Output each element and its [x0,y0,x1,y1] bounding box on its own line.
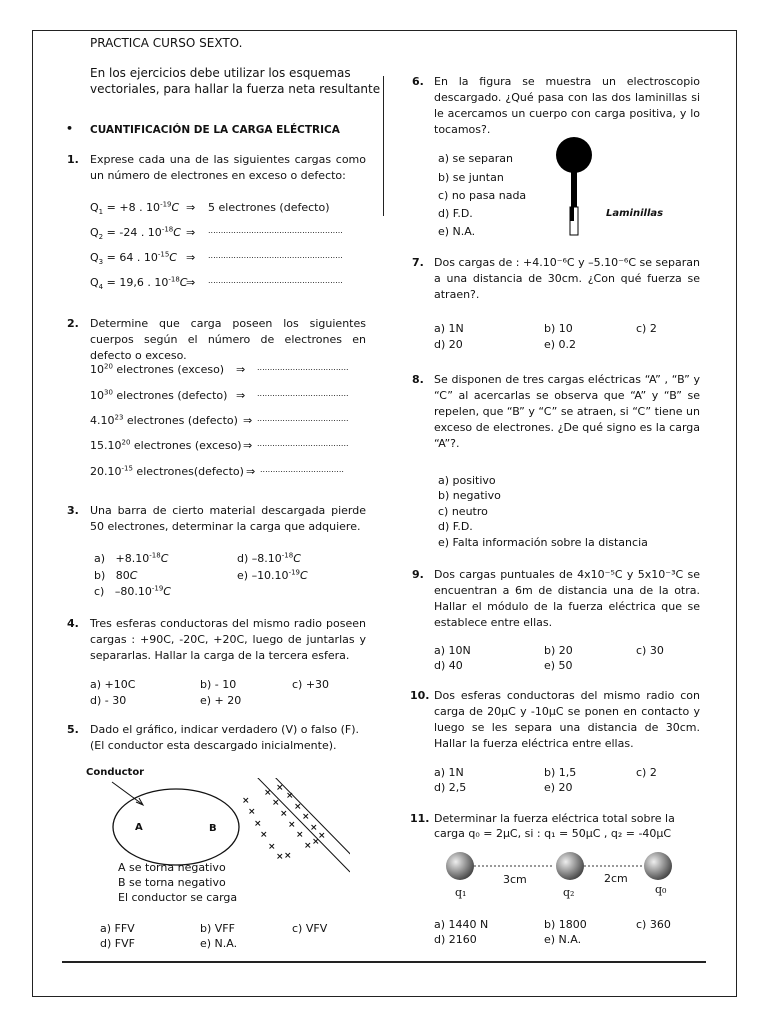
q7-text: Dos cargas de : +4.10⁻⁶C y –5.10⁻⁶C se separan a una distancia de 30cm. ¿Con qué fuerza se atraen?. [434,256,700,301]
svg-text:×: × [286,791,294,801]
q2-item-2: $10^{30}$ electrones (defecto) ⇒ .................................... [90,388,349,402]
q8-option-c: c) neutro [438,505,488,518]
q9-option-a: a) 10N [434,644,471,657]
q1-label: q₁ [455,886,467,899]
svg-text:×: × [318,831,326,841]
arrow-icon: ⇒ [243,439,253,452]
arrow-icon: ⇒ [243,414,253,427]
svg-text:×: × [268,842,276,852]
q4-option-a: a) +10C [90,678,136,691]
q11-option-d: d) 2160 [434,933,477,946]
q3-option-b: b) 80C [94,569,138,582]
point-b-label: B [209,823,217,834]
point-a-label: A [135,822,143,833]
intro-line-2: vectoriales, para hallar la fuerza neta resultante [90,82,381,96]
arrow-icon: ⇒ [186,251,196,264]
q1-item-2: $Q_2 = -24$ . $10^{-18}C$ ⇒ ..................................................... [90,225,343,242]
q3-option-a: a) $+8.10^{-18}C$ [94,551,169,565]
svg-text:×: × [310,823,318,833]
q8-option-b: b) negativo [438,489,501,502]
q4-option-b: b) - 10 [200,678,237,691]
q10-number: 10. [410,689,430,702]
svg-text:×: × [312,837,320,847]
arrow-icon: ⇒ [186,276,196,289]
bottom-rule [62,961,706,963]
distance-2cm-label: 2cm [604,872,628,885]
q7-option-a: a) 1N [434,322,464,335]
q8-option-a: a) positivo [438,474,496,487]
q6-option-e: e) N.A. [438,225,476,238]
q6-text: En la figura se muestra un electroscopio descargado. ¿Qué pasa con las dos laminillas si le acercamos un cuerpo con carga positiva, y lo tocamos?. [434,75,700,136]
q5-option-d: d) FVF [100,937,135,950]
q11-text-line-2: carga q₀ = 2μC, si : q₁ = 50μC , q₂ = -40μC [434,827,672,840]
q8-text: Se disponen de tres cargas eléctricas “A” , “B” y “C” al acercarlas se observa que “A” y “B” se repelen, que “B” y “C” se atraen, si “C” tiene un exceso de electrones. ¿De qué signo es la carga “A”?. [434,373,700,450]
section-title: CUANTIFICACIÓN DE LA CARGA ELÉCTRICA [90,124,340,136]
q5-number: 5. [67,723,79,736]
q10-text: Dos esferas conductoras del mismo radio con carga de 20μC y -10μC se ponen en contacto y luego se les separa una distancia de 30cm. Hallar la fuerza eléctrica entre ellas. [434,689,700,750]
page-title: PRACTICA CURSO SEXTO. [90,36,243,50]
svg-text:×: × [276,783,284,793]
q4-option-e: e) + 20 [200,694,242,707]
q2-item-5: $20.10^{-15}$ electrones(defecto) ⇒ ................................. [90,464,344,478]
q2-number: 2. [67,317,79,330]
q3-option-d: d) $-8.10^{-18}C$ [237,551,301,565]
q5-statement-2: B se torna negativo [118,876,226,889]
column-divider [383,76,384,216]
section-bullet: • [66,122,74,135]
arrow-icon: ⇒ [236,363,246,376]
conductor-label: Conductor [86,767,145,778]
q2-item-3: 4.10$^{23}$ electrones (defecto) ⇒ .................................... [90,413,349,427]
q9-option-c: c) 30 [636,644,664,657]
q7-option-c: c) 2 [636,322,657,335]
svg-text:×: × [248,807,256,817]
q2-item-1: $10^{20}$ electrones (exceso) ⇒ .................................... [90,362,349,376]
q2-text: Determine que carga poseen los siguientes cuerpos según el número de electrones en defecto o exceso. [90,317,366,362]
q2-label: q₂ [563,886,575,899]
q6-option-c: c) no pasa nada [438,189,527,202]
q6-option-d: d) F.D. [438,207,473,220]
q10-option-a: a) 1N [434,766,464,779]
distance-3cm-label: 3cm [503,873,527,886]
svg-text:×: × [288,820,296,830]
q8-option-d: d) F.D. [438,520,473,533]
q7-option-e: e) 0.2 [544,338,577,351]
q10-option-d: d) 2,5 [434,781,467,794]
q1-item-4: $Q_4 = 19,6$ . $10^{-18}C$ ⇒ ..................................................... [90,275,343,292]
q11-text-line-1: Determinar la fuerza eléctrica total sobre la [434,812,675,825]
q5-text-line-2: (El conductor esta descargado inicialmente). [90,739,337,752]
svg-text:×: × [272,798,280,808]
q2-item-4: 15.10$^{20}$ electrones (exceso) ⇒ .................................... [90,438,349,452]
laminillas-label: Laminillas [606,208,664,219]
q5-text-line-1: Dado el gráfico, indicar verdadero (V) o falso (F). [90,723,360,736]
q7-option-d: d) 20 [434,338,463,351]
arrow-icon: ⇒ [236,389,246,402]
q5-statement-1: A se torna negativo [118,861,226,874]
svg-text:×: × [284,851,292,861]
q6-option-b: b) se juntan [438,171,504,184]
q1-item-3: $Q_3 = 64$ . $10^{-15}C$ ⇒ ..................................................... [90,250,343,267]
q6-number: 6. [412,75,424,88]
svg-text:×: × [264,788,272,798]
q11-option-c: c) 360 [636,918,671,931]
q4-text: Tres esferas conductoras del mismo radio poseen cargas : +90C, -20C, +20C, luego de juntarlas y separarlas. Hallar la carga de la tercera esfera. [90,617,366,662]
svg-text:×: × [304,841,312,851]
q9-option-b: b) 20 [544,644,573,657]
q4-option-d: d) - 30 [90,694,127,707]
q4-option-c: c) +30 [292,678,330,691]
svg-text:×: × [296,830,304,840]
q11-option-a: a) 1440 N [434,918,489,931]
q7-option-b: b) 10 [544,322,573,335]
q3-number: 3. [67,504,79,517]
svg-text:×: × [294,802,302,812]
q10-option-b: b) 1,5 [544,766,577,779]
svg-text:×: × [280,809,288,819]
charges-diagram [440,848,680,888]
q6-option-a: a) se separan [438,152,513,165]
q11-option-e: e) N.A. [544,933,582,946]
svg-text:×: × [276,852,284,862]
q5-option-a: a) FFV [100,922,135,935]
arrow-icon: ⇒ [186,226,196,239]
q1-number: 1. [67,153,79,166]
q7-number: 7. [412,256,424,269]
q5-option-b: b) VFF [200,922,235,935]
q5-option-c: c) VFV [292,922,328,935]
q9-option-d: d) 40 [434,659,463,672]
q9-number: 9. [412,568,424,581]
q1-text: Exprese cada una de las siguientes cargas como un número de electrones en exceso o defecto: [90,153,366,182]
q4-number: 4. [67,617,79,630]
q8-number: 8. [412,373,424,386]
arrow-icon: ⇒ [186,201,196,214]
q3-text: Una barra de cierto material descargada pierde 50 electrones, determinar la carga que adquiere. [90,504,366,533]
q9-option-e: e) 50 [544,659,573,672]
arrow-icon: ⇒ [246,465,256,478]
q11-number: 11. [410,812,430,825]
svg-text:×: × [254,819,262,829]
q8-option-e: e) Falta información sobre la distancia [438,536,648,549]
svg-text:×: × [260,830,268,840]
q3-option-c: c) $-80.10^{-19}C$ [94,584,171,598]
q9-text: Dos cargas puntuales de 4x10⁻⁵C y 5x10⁻³C se encuentran a 6m de distancia una de la otra. Hallar el módulo de la fuerza eléctrica que se establece entre ellas. [434,568,700,629]
svg-text:×: × [242,796,250,806]
q5-statement-3: El conductor se carga [118,891,238,904]
q0-label: q₀ [655,883,667,896]
svg-text:×: × [302,812,310,822]
q1-item-1: $Q_1 = +8$ . $10^{-19}C$ ⇒ 5 electrones (defecto) [90,200,330,217]
q3-option-e: e) $-10.10^{-19}C$ [237,568,308,582]
electroscope-diagram [555,137,595,239]
q10-option-e: e) 20 [544,781,573,794]
q11-option-b: b) 1800 [544,918,587,931]
intro-line-1: En los ejercicios debe utilizar los esquemas [90,66,351,80]
q10-option-c: c) 2 [636,766,657,779]
q5-option-e: e) N.A. [200,937,238,950]
